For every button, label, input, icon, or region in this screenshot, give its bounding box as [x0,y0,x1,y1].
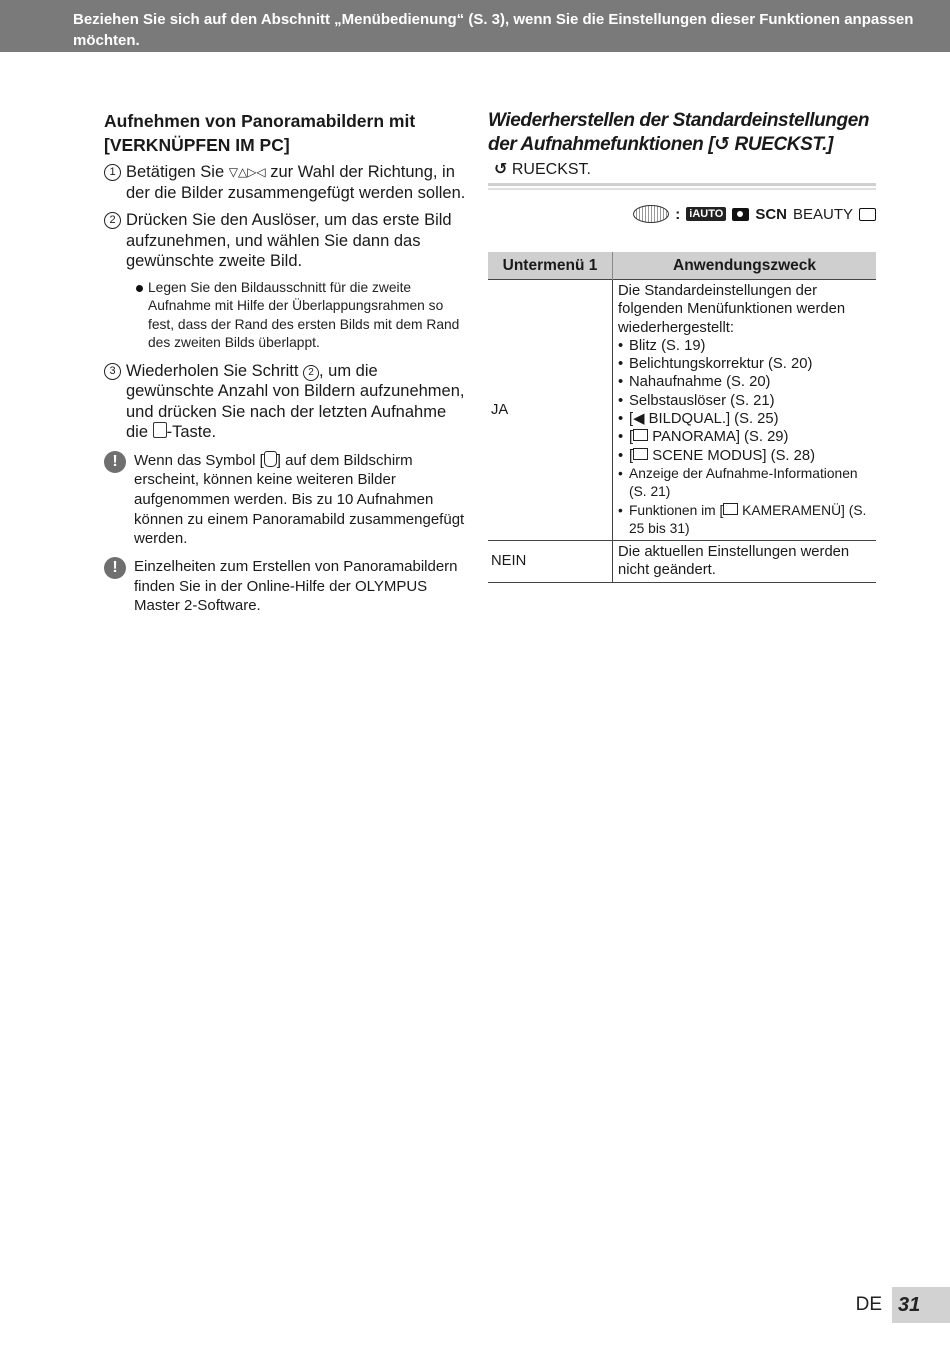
hand-icon [264,451,277,467]
step-3: 3 Wiederholen Sie Schritt 2 , um die gewünschte Anzahl von Bildern aufzunehmen, und drücken Sie nach der letzten Aufnahme die -Taste. [104,361,466,443]
reset-menu-path [488,159,876,187]
reset-options-table [488,252,876,583]
reset-arrow-icon: ↺ [494,161,508,178]
table-header: Anwendungszweck [613,252,877,280]
list-item: • Nahaufnahme (S. 20) [618,373,876,391]
caution-icon: ! [104,451,126,473]
panorama-icon [633,429,648,441]
note-software: ! Einzelheiten zum Erstellen von Panoramabildern finden Sie in der Online-Hilfe der OLYMPUS Master 2-Software. [104,557,466,616]
language-tag: DE [855,1294,882,1315]
panorama-section [104,109,466,623]
bullet-dot-icon [136,285,143,292]
movie-mode-icon [859,208,876,221]
list-item: • [◀ BILDQUAL.] (S. 25) [618,410,876,428]
reset-section [488,109,876,579]
list-item: • Funktionen im [ KAMERAMENÜ] (S. 25 bis 31) [618,502,876,539]
step-ref: 2 [303,365,319,381]
table-cell-desc: Die aktuellen Einstellungen werden nicht geändert. [613,541,877,583]
page-number [856,1287,950,1323]
table-cell-key: JA [488,280,613,541]
list-item: • [ SCENE MODUS] (S. 28) [618,447,876,465]
list-item: • [ PANORAMA] (S. 29) [618,428,876,446]
list-item: • Blitz (S. 19) [618,337,876,355]
available-modes: : iAUTO SCN BEAUTY [633,205,876,223]
divider [488,183,876,186]
table-row [488,541,876,583]
mode-dial-icon [633,205,669,223]
info-banner [0,0,950,52]
scene-icon [633,448,648,460]
list-item: • Anzeige der Aufnahme-Informationen (S. 21) [618,465,876,502]
step-2: 2 Drücken Sie den Auslöser, um das erste Bild aufzunehmen, und wählen Sie dann das gewünschte zweite Bild. [104,210,466,272]
arrow-keys-icon: ▽△▷◁ [228,165,266,179]
divider [488,188,876,190]
step-1: 1 Betätigen Sie ▽△▷◁ zur Wahl der Richtung, in der die Bilder zusammengefügt werden sollen. [104,162,466,203]
table-row [488,280,876,541]
banner-text: Beziehen Sie sich auf den Abschnitt „Menübedienung“ (S. 3), wenn Sie die Einstellungen dieser Funktionen anpassen möchten. [73,11,914,49]
caution-icon: ! [104,557,126,579]
step-number: 2 [104,212,121,229]
scn-mode-icon: SCN [755,205,787,223]
reset-arrow-icon: ↺ [714,134,730,155]
camera-menu-icon [723,503,738,515]
page-number-tab: 31 [892,1287,950,1323]
camera-mode-icon [732,208,749,221]
reset-label: RUECKST. [511,161,591,178]
ok-func-button-icon [153,422,167,438]
note-limit: ! Wenn das Symbol [ ] auf dem Bildschirm erscheint, können keine weiteren Bilder aufgenommen werden. Bis zu 10 Aufnahmen können zu einem Panoramabild zusammengefügt werden. [104,451,466,550]
image-quality-icon: ◀ [633,411,645,428]
tip-bullet: Legen Sie den Bildausschnitt für die zweite Aufnahme mit Hilfe der Überlappungsrahmen so fest, dass der Rand des ersten Bilds mit dem Rand des zweiten Bilds überlappt. [104,279,466,353]
table-cell-desc: Die Standardeinstellungen der folgenden Menüfunktionen werden wiederhergestellt: • Blitz (S. 19) • Belichtungskorrektur (S. 20) • Nahaufnahme (S. 20) • Selbstauslöser (S. 21) • [◀ BILDQUAL.] (S. 25) • [ PANORAMA] (S. 29) • [ SCENE MODUS] (S. 28) • Anzeige der Aufnahme-Informationen (S. 21) • Funktionen im [ KAMERAMENÜ] (S. 25 bis 31) [613,280,877,541]
iauto-mode-icon: iAUTO [686,207,726,221]
list-item: • Belichtungskorrektur (S. 20) [618,355,876,373]
table-header: Untermenü 1 [488,252,613,280]
beauty-mode-icon: BEAUTY [792,205,853,223]
step-number: 1 [104,164,121,181]
table-cell-key: NEIN [488,541,613,583]
panorama-heading: Aufnehmen von Panoramabildern mit [VERKNÜPFEN IM PC] [104,111,416,155]
step-number: 3 [104,363,121,380]
list-item: • Selbstauslöser (S. 21) [618,392,876,410]
reset-heading: Wiederherstellen der Standardeinstellungen der Aufnahmefunktionen [↺ RUECKST.] [488,110,870,155]
